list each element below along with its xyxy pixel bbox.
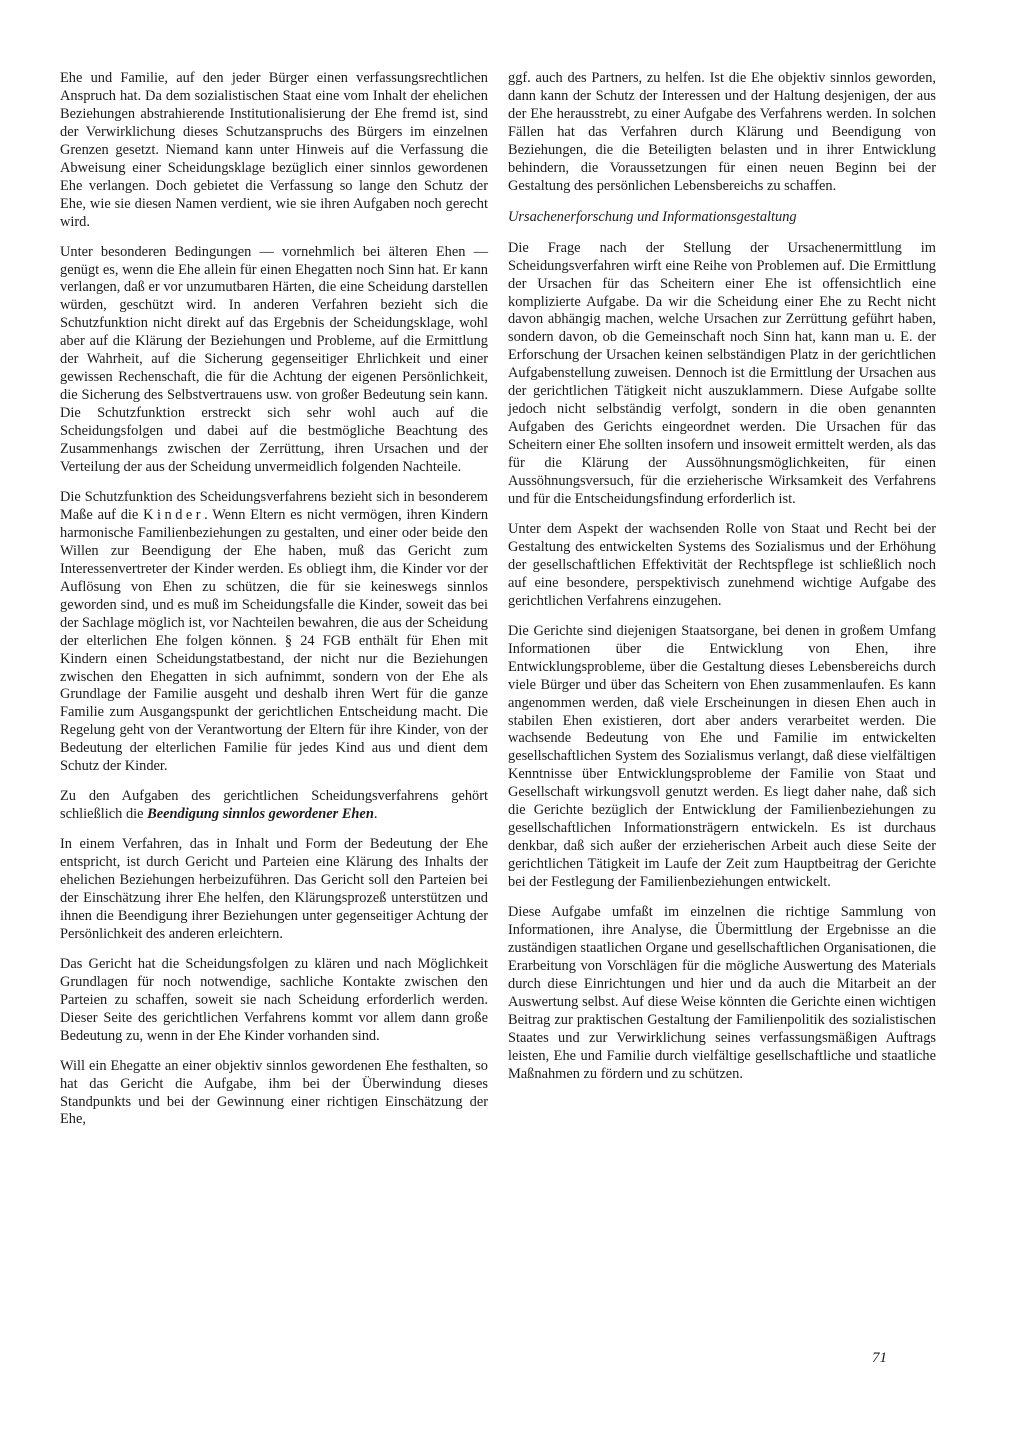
page-number: 71: [872, 1350, 887, 1366]
paragraph: Ehe und Familie, auf den jeder Bürger einen verfassungsrechtlichen Anspruch hat. Da dem sozialistischen Staat eine vom Inhalt der ehelichen Beziehungen abstrahierende Institutionalisierung der Ehe fremd ist, sind der Verwirklichung dieses Schutzanspruchs des Bürgers im einzelnen Grenzen gesetzt. Niemand kann unter Hinweis auf die Verfassung die Abweisung einer Scheidungsklage bezüglich einer sinnlos gewordenen Ehe verlangen. Doch gebietet die Verfassung so lange den Schutz der Ehe, wie sie diesen Namen verdient, wie sie ihren Aufgaben noch gerecht wird.: [60, 70, 488, 230]
paragraph-text: .: [373, 806, 378, 823]
paragraph-text: Die Schutzfunktion des Scheidungsverfahrens bezieht sich in besonderem Maße auf die: [60, 488, 488, 523]
section-heading: Ursachenerforschung und Informationsgestaltung: [508, 208, 797, 225]
emphasized-word-kinder: Kinder: [143, 506, 205, 523]
paragraph: [60, 489, 488, 776]
paragraph: Unter dem Aspekt der wachsenden Rolle von Staat und Recht bei der Gestaltung des entwickelten Systems des Sozialismus und der Erhöhung der gesellschaftlichen Effektivität der Rechtspflege ist schließlich noch auf eine besondere, perspektivisch zunehmend wichtige Aufgabe des gerichtlichen Verfahrens einzugehen.: [508, 520, 936, 609]
paragraph: [60, 788, 488, 824]
paragraph: In einem Verfahren, das in Inhalt und Form der Bedeutung der Ehe entspricht, ist durch Gericht und Parteien eine Klärung des Inhalts der ehelichen Beziehungen herbeizuführen. Das Gericht soll den Parteien bei der Einschätzung ihrer Ehe helfen, den Klärungsprozeß unterstützen und ihnen die Beendigung ihrer Beziehungen unter gegenseitiger Achtung der Persönlichkeit des anderen erleichtern.: [60, 836, 488, 942]
paragraph: Das Gericht hat die Scheidungsfolgen zu klären und nach Möglichkeit Grundlagen für noch notwendige, sachliche Kontakte zwischen den Parteien zu schaffen, soweit sie nach Scheidung erforderlich werden. Dieser Seite des gerichtlichen Verfahrens kommt vor allem dann große Bedeutung zu, wenn in der Ehe Kinder vorhanden sind.: [60, 955, 488, 1044]
paragraph: Will ein Ehegatte an einer objektiv sinnlos gewordenen Ehe festhalten, so hat das Gericht die Aufgabe, ihm bei der Überwindung dieses Standpunkts und bei der Gewinnung einer richtigen Einschätzung der Ehe,: [60, 1057, 488, 1128]
paragraph: Diese Aufgabe umfaßt im einzelnen die richtige Sammlung von Informationen, ihre Analyse, die Übermittlung der Ergebnisse an die zuständigen staatlichen Organe und gesellschaftlichen Organisationen, die Erarbeitung von Vorschlägen für die mögliche Auswertung des Materials durch diese Einrichtungen und hier und da auch die Mitarbeit an der Auswertung selbst. Auf diese Weise könnten die Gerichte einen wichtigen Beitrag zur praktischen Gestaltung der Familienpolitik des sozialistischen Staates und zur Verwirklichung seines verfassungsmäßigen Auftrags leisten, Ehe und Familie durch vielfältige gesellschaftliche und staatliche Maßnahmen zu fördern und zu schützen.: [508, 904, 936, 1082]
paragraph: Unter besonderen Bedingungen — vornehmlich bei älteren Ehen — genügt es, wenn die Ehe allein für einen Ehegatten noch Sinn hat. Er kann verlangen, daß er vor unzumutbaren Härten, die eine Scheidung darstellen würden, geschützt wird. In anderen Verfahren bezieht sich die Schutzfunktion nicht direkt auf das Ergebnis der Scheidungsklage, wohl aber auf die Klärung der Beziehungen und Probleme, auf die Ermittlung der Wahrheit, auf die Sicherung gegenseitiger Ehrlichkeit und einer gewissen Rechenschaft, die für die Achtung der eigenen Persönlichkeit, die Sicherung des Selbstvertrauens usw. von großer Bedeutung sein kann. Die Schutzfunktion erstreckt sich sehr wohl auch auf die Scheidungsfolgen und dabei auf die bestmögliche Beachtung des Zusammenhangs zwischen der Zerrüttung, ihren Ursachen und der Verteilung der aus der Scheidung unvermeidlich folgenden Nachteile.: [60, 243, 488, 476]
paragraph: Die Gerichte sind diejenigen Staatsorgane, bei denen in großem Umfang Informationen über die Entwicklung von Ehen, ihre Entwicklungsprobleme, über die Gestaltung dieses Lebensbereichs durch viele Bürger und über das Scheitern von Ehen zusammenlaufen. Es kann angenommen werden, daß viele Erscheinungen in diesen Ehen auch in stabilen Ehen existieren, dort aber anders verarbeitet werden. Die wachsende Bedeutung von Ehe und Familie im entwickelten gesellschaftlichen System des Sozialismus verlangt, daß diese vielfältigen Kenntnisse über Entwicklungsprobleme der Familie von Staat und Gesellschaft wirkungsvoll genutzt werden. Es liegt daher nahe, daß sich die Gerichte bezüglich der Entwicklung der Familienbeziehungen zu gesellschaftlichen Informationsträgern entwickeln. Es ist durchaus denkbar, daß sich außer der erzieherischen Arbeit auch diese Seite der gerichtlichen Tätigkeit im Laufe der Zeit zum Hauptbeitrag der Gerichte bei der Festlegung der Familienbeziehungen entwickelt.: [508, 622, 936, 891]
paragraph: Die Frage nach der Stellung der Ursachenermittlung im Scheidungsverfahren wirft eine Reihe von Problemen auf. Die Ermittlung der Ursachen für das Scheitern einer Ehe ist offensichtlich eine komplizierte Aufgabe. Da wir die Scheidung einer Ehe zu Recht nicht davon abhängig machen, welche Ursachen zur Zerrüttung geführt haben, sondern davon, ob die Gemeinschaft noch Sinn hat, kann man u. E. der Erforschung der Ursachen keinen selbständigen Platz in der gerichtlichen Aufgabenstellung zuweisen. Dennoch ist die Ermittlung der Ursachen aus der gerichtlichen Tätigkeit nicht auszuklammern. Diese Aufgabe sollte jedoch nicht selbständig verfolgt, sondern in die oben genannten Aufgaben des Gerichts eingeordnet werden. Die Ursachen für das Scheitern einer Ehe sollten insofern und insoweit ermittelt werden, als das für die Klärung der Aussöhnungsmöglichkeiten, für einen Aussöhnungsversuch, für die erzieherische Wirksamkeit des Verfahrens und für die Entscheidungsfindung erforderlich ist.: [508, 239, 936, 508]
emphasized-phrase: Beendigung sinnlos gewordener Ehen: [147, 806, 374, 823]
paragraph: ggf. auch des Partners, zu helfen. Ist die Ehe objektiv sinnlos geworden, dann kann der Schutz der Interessen und der Haltung desjenigen, der aus der Ehe herausstrebt, zu einer Aufgabe des Verfahrens werden. In solchen Fällen hat das Verfahren durch Klärung und Beendigung von Beziehungen, die die Beteiligten belasten und in ihrer Entwicklung behindern, die Voraussetzungen für einen neuen Beginn bei der Gestaltung des persönlichen Lebensbereichs zu schaffen.: [508, 70, 936, 194]
paragraph-text: Zu den Aufgaben des gerichtlichen Scheidungsverfahrens gehört schließlich die: [60, 788, 488, 823]
paragraph-text: . Wenn Eltern es nicht vermögen, ihren Kindern harmonische Familienbeziehungen zu gestalten, und einer oder beide den Willen zur Beendigung der Ehe haben, muß das Gericht zum Interessenvertreter der Kinder werden. Es obliegt ihm, die Kinder vor der Auflösung von Ehen zu schützen, die für sie keineswegs sinnlos geworden sind, und es muß im Scheidungsfalle die Kinder, soweit das bei der Sachlage möglich ist, vor Nachteilen bewahren, die aus der Scheidung der elterlichen Ehe folgen können. § 24 FGB enthält für Ehen mit Kindern einen Scheidungstatbestand, der nicht nur die Beziehungen zwischen den Ehegatten in sich aufnimmt, sondern von der Ehe als Grundlage der Familie ausgeht und deshalb ihren Wert für die ganze Familie zum Ausgangspunkt der gerichtlichen Entscheidung macht. Die Regelung geht von der Verantwortung der Eltern für ihre Kinder, von der Bedeutung der elterlichen Familie für jedes Kind aus und dient dem Schutz der Kinder.: [60, 506, 489, 775]
left-column: [60, 70, 488, 1141]
right-column: [508, 70, 936, 1096]
